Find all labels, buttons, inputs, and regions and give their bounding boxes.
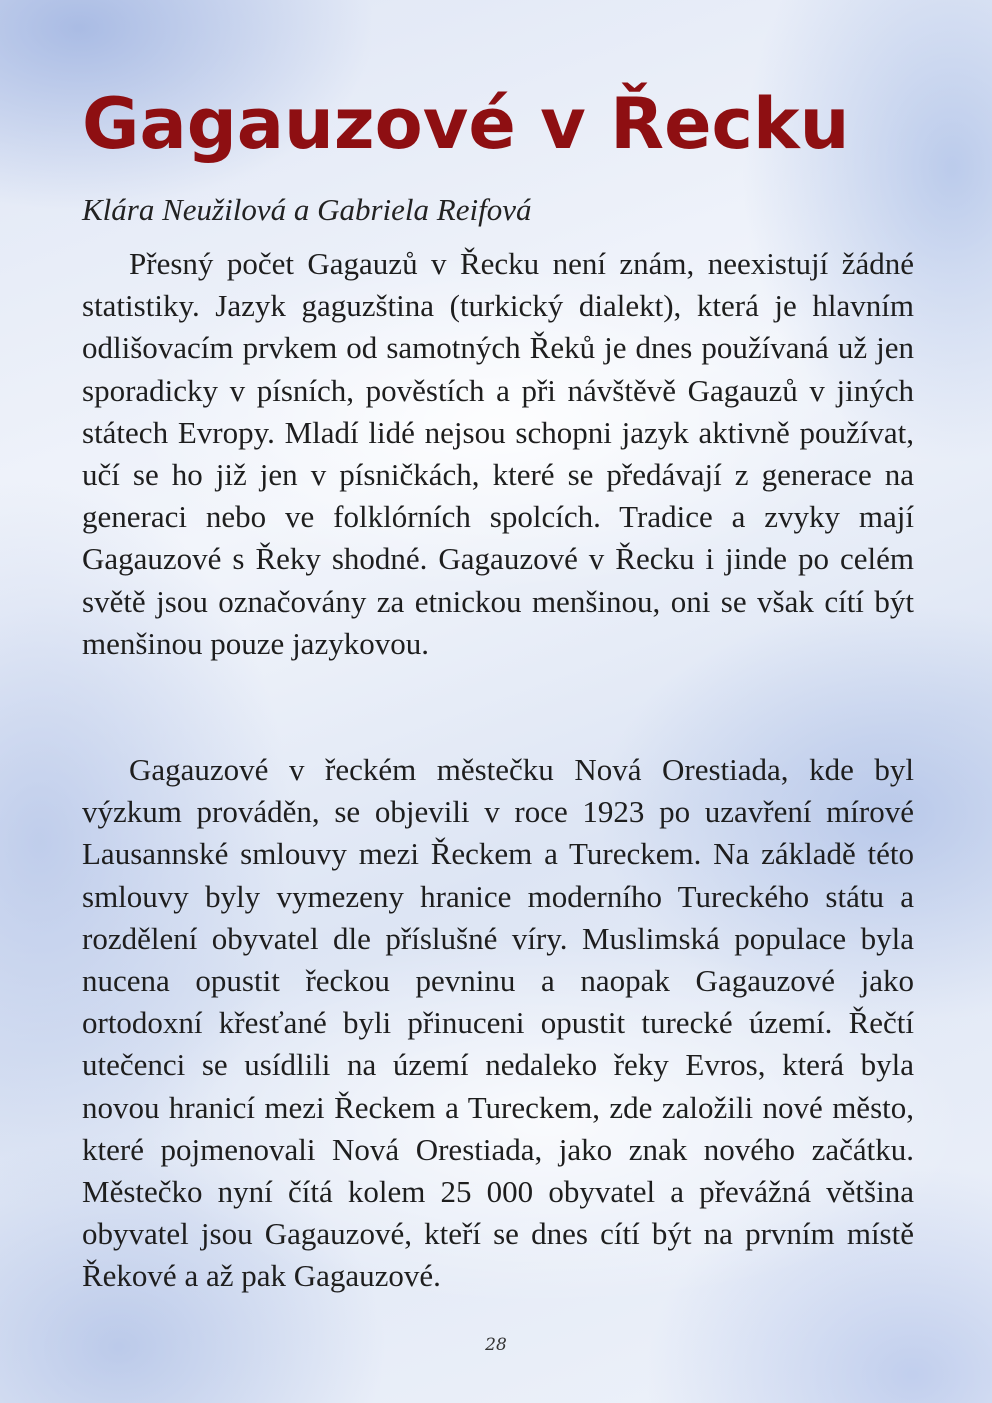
page-number: 28 xyxy=(485,1335,507,1355)
paragraph-1: Přesný počet Gagauzů v Řecku není znám, neexistují žádné statistiky. Jazyk gaguzština (turkický dialekt), která je hlavním odlišovacím prvkem od samotných Řeků je dnes používaná už jen sporadicky v písních, pověstích a při návštěvě Gagauzů v jiných státech Evropy. Mladí lidé nejsou schopni jazyk aktivně používat, učí se ho již jen v písničkách, které se předávají z generace na generaci nebo ve folklórních spolcích. Tradice a zvyky mají Gagauzové s Řeky shodné. Gagauzové v Řecku i jinde po celém světě jsou označovány za etnickou menšinou, oni se však cítí být menšinou pouze jazykovou. xyxy=(82,246,914,661)
article-title: Gagauzové v Řecku xyxy=(82,83,850,165)
article-authors: Klára Neužilová a Gabriela Reifová xyxy=(82,192,532,227)
paragraph-2: Gagauzové v řeckém městečku Nová Orestiada, kde byl výzkum prováděn, se objevili v roce 1923 po uzavření mírové Lausannské smlouvy mezi Řeckem a Tureckem. Na základě této smlouvy byly vymezeny hranice moderního Tureckého státu a rozdělení obyvatel dle příslušné víry. Muslimská populace byla nucena opustit řeckou pevninu a naopak Gagauzové jako ortodoxní křesťané byli přinuceni opustit turecké území. Řečtí utečenci se usídlili na území nedaleko řeky Evros, která byla novou hranicí mezi Řeckem a Tureckem, zde založili nové město, které pojmenovali Nová Orestiada, jako znak nového začátku. Městečko nyní čítá kolem 25 000 obyvatel a převážná většina obyvatel jsou Gagauzové, kteří se dnes cítí být na prvním místě Řekové a až pak Gagauzové. xyxy=(82,752,914,1294)
